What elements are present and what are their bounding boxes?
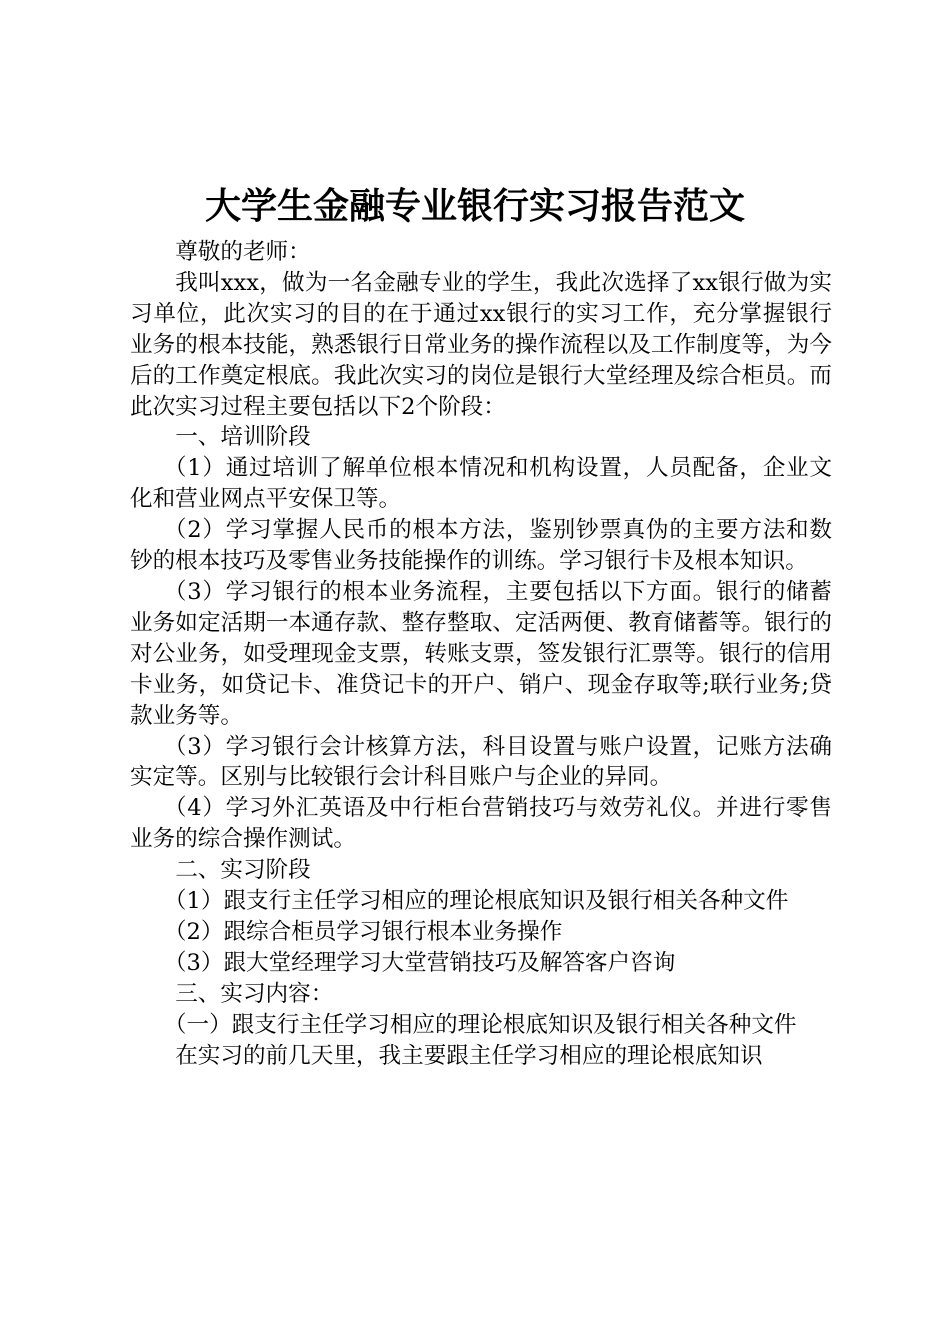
internship-item-1: （1）跟支行主任学习相应的理论根底知识及银行相关各种文件 [163,888,789,915]
internship-item-2: （2）跟综合柜员学习银行根本业务操作 [163,918,563,945]
intro-paragraph: 我叫xxx，做为一名金融专业的学生，我此次选择了xx银行做为实习单位，此次实习的目的在于通过xx银行的实习工作，充分掌握银行业务的根本技能，熟悉银行日常业务的操作流程以及工作制度等，为今后的工作奠定根底。我此次实习的岗位是银行大堂经理及综合柜员。而此次实习过程主要包括以下2个阶段： [130,269,832,420]
training-item-3: （3）学习银行的根本业务流程，主要包括以下方面。银行的储蓄业务如定活期一本通存款、整存整取、定活两便、教育储蓄等。银行的对公业务，如受理现金支票，转账支票，签发银行汇票等。银行的信用卡业务，如贷记卡、准贷记卡的开户、销户、现金存取等;联行业务;贷款业务等。 [130,578,832,729]
training-item-3b: （3）学习银行会计核算方法，科目设置与账户设置，记账方法确实定等。区别与比较银行会计科目账户与企业的异同。 [130,733,832,791]
content-paragraph: 在实习的前几天里，我主要跟主任学习相应的理论根底知识 [175,1042,763,1069]
training-item-4: （4）学习外汇英语及中行柜台营销技巧与效劳礼仪。并进行零售业务的综合操作测试。 [130,795,832,853]
content-item-1: （一）跟支行主任学习相应的理论根底知识及银行相关各种文件 [163,1011,797,1038]
salutation: 尊敬的老师： [175,239,311,265]
document-title: 大学生金融专业银行实习报告范文 [204,186,745,227]
document-body [130,237,832,1071]
internship-item-3: （3）跟大堂经理学习大堂营销技巧及解答客户咨询 [163,949,676,976]
section-heading-content: 三、实习内容： [175,980,334,1007]
section-heading-training: 一、培训阶段 [175,424,311,451]
training-item-1: （1）通过培训了解单位根本情况和机构设置，人员配备，企业文化和营业网点平安保卫等。 [130,455,832,513]
section-heading-internship: 二、实习阶段 [175,857,311,884]
training-item-2: （2）学习掌握人民币的根本方法，鉴别钞票真伪的主要方法和数钞的根本技巧及零售业务技能操作的训练。学习银行卡及根本知识。 [130,517,832,575]
